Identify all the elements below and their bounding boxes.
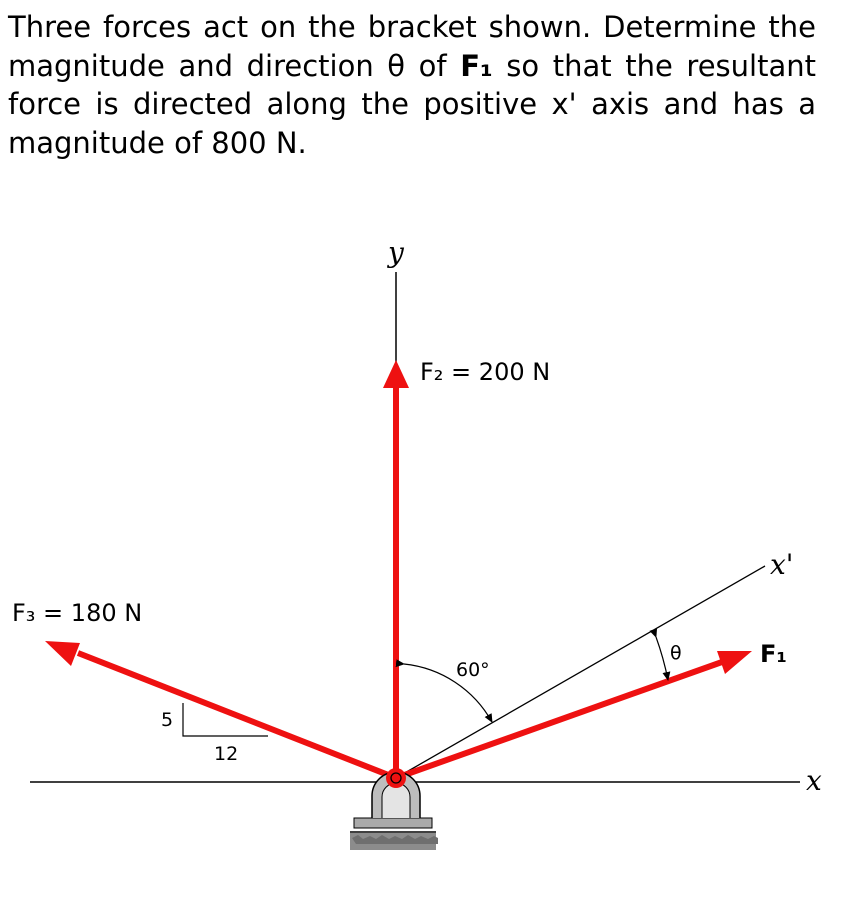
problem-text-after: so that the resultant force is directed along the positive x' axis and has a magnitude of 800 N.	[8, 48, 816, 160]
f1-force-line	[396, 662, 722, 778]
x-axis-label: x	[806, 764, 822, 797]
x-prime-axis	[396, 566, 765, 778]
slope-run-label: 12	[214, 743, 239, 765]
force-symbol: F₁	[460, 48, 493, 83]
x-prime-axis-label: x'	[770, 548, 794, 581]
theta-arc	[656, 637, 668, 680]
f3-label: F₃ = 180 N	[12, 599, 143, 627]
angle-60-label: 60°	[456, 659, 490, 681]
slope-rise-label: 5	[161, 709, 174, 731]
f2-arrowhead	[383, 360, 409, 388]
f1-label: F₁	[760, 640, 787, 668]
f1-arrowhead	[717, 651, 752, 674]
y-axis-label: y	[388, 236, 404, 269]
theta-label: θ	[670, 642, 682, 664]
f2-label: F₂ = 200 N	[420, 358, 551, 386]
bracket-support	[350, 768, 438, 850]
problem-text-before: Three forces act on the bracket shown. Determine the magnitude and direction θ of	[8, 10, 816, 83]
f3-arrowhead	[45, 641, 80, 666]
